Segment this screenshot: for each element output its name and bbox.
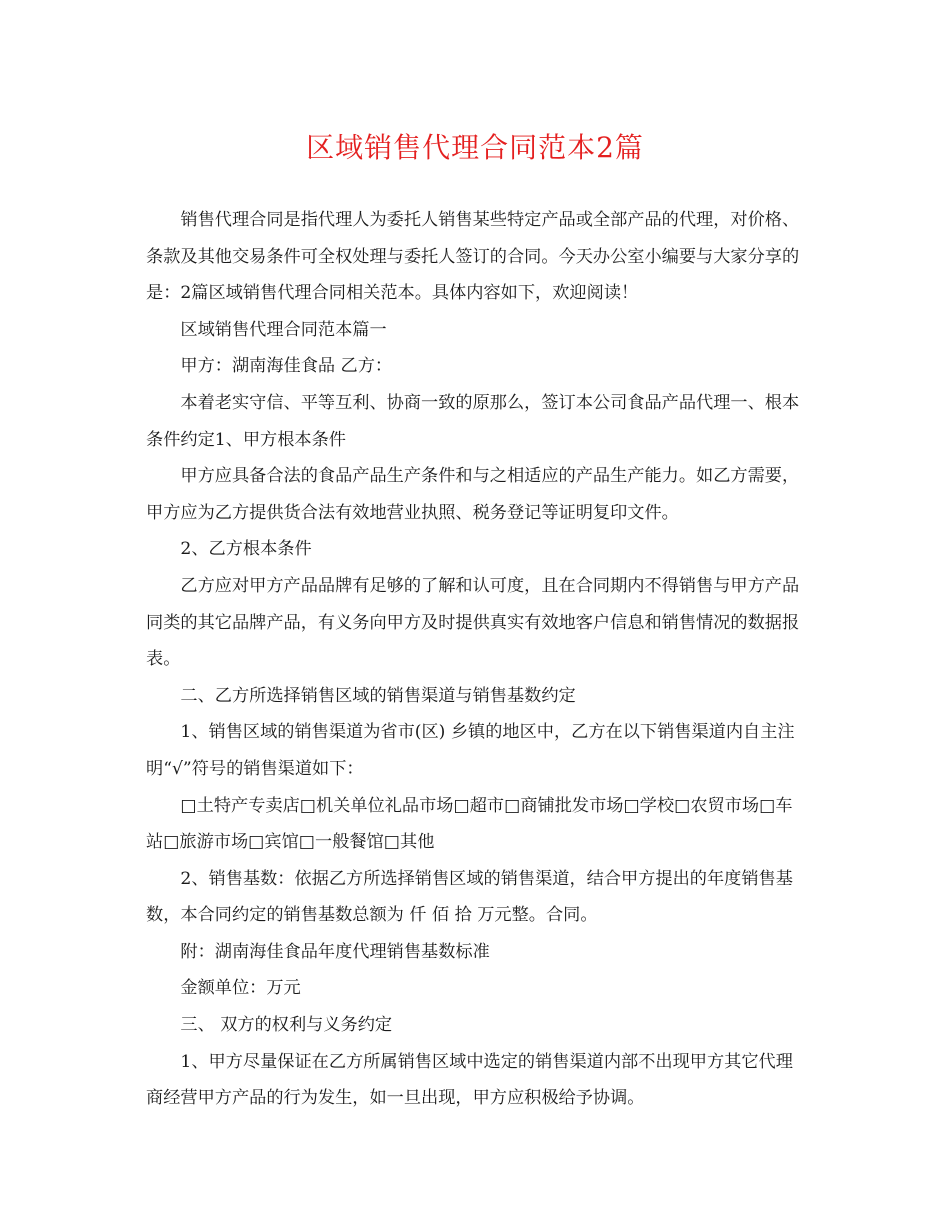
document-body: [146, 202, 802, 1117]
paragraph-rights-obligations: 1、甲方尽量保证在乙方所属销售区域中选定的销售渠道内部不出现甲方其它代理商经营甲方产品的行为发生，如一旦出现，甲方应积极给予协调。: [146, 1051, 793, 1109]
paragraph-sales-channels: 1、销售区域的销售渠道为省市(区) 乡镇的地区中，乙方在以下销售渠道内自主注明“√”符号的销售渠道如下：: [146, 722, 795, 779]
paragraph-party-a-conditions: 甲方应具备合法的食品产品生产条件和与之相适应的产品生产能力。如乙方需要，甲方应为乙方提供货合法有效地营业执照、税务登记等证明复印文件。: [146, 466, 800, 523]
paragraph-section-three-heading: 三、 双方的权利与义务约定: [180, 1015, 393, 1036]
paragraph-amount-unit: 金额单位：万元: [180, 978, 301, 999]
paragraph-section-two-heading: 二、乙方所选择销售区域的销售渠道与销售基数约定: [180, 685, 576, 706]
paragraph-section-heading: 区域销售代理合同范本篇一: [180, 319, 387, 340]
paragraph-channel-options: □土特产专卖店□机关单位礼品市场□超市□商铺批发市场□学校□农贸市场□车站□旅游市场□宾馆□一般餐馆□其他: [146, 795, 793, 853]
paragraph-party-b-conditions: 乙方应对甲方产品品牌有足够的了解和认可度，且在合同期内不得销售与甲方产品同类的其它品牌产品，有义务向甲方及时提供真实有效地客户信息和销售情况的数据报表。: [146, 575, 800, 670]
paragraph-appendix: 附：湖南海佳食品年度代理销售基数标准: [180, 941, 490, 962]
paragraph-sales-base: 2、销售基数：依据乙方所选择销售区域的销售渠道，结合甲方提出的年度销售基数，本合同约定的销售基数总额为 仟 佰 拾 万元整。合同。: [146, 868, 793, 926]
paragraph-party-b-heading: 2、乙方根本条件: [180, 539, 312, 560]
paragraph-intro: 销售代理合同是指代理人为委托人销售某些特定产品或全部产品的代理，对价格、条款及其他交易条件可全权处理与委托人签订的合同。今天办公室小编要与大家分享的是：2篇区域销售代理合同相关范本。具体内容如下，欢迎阅读！: [146, 210, 800, 304]
document-title: 区域销售代理合同范本2篇: [306, 131, 644, 164]
paragraph-parties: 甲方：湖南海佳食品 乙方：: [180, 356, 393, 377]
paragraph-principle: 本着老实守信、平等互利、协商一致的原那么，签订本公司食品产品代理一、根本条件约定1、甲方根本条件: [146, 392, 800, 450]
